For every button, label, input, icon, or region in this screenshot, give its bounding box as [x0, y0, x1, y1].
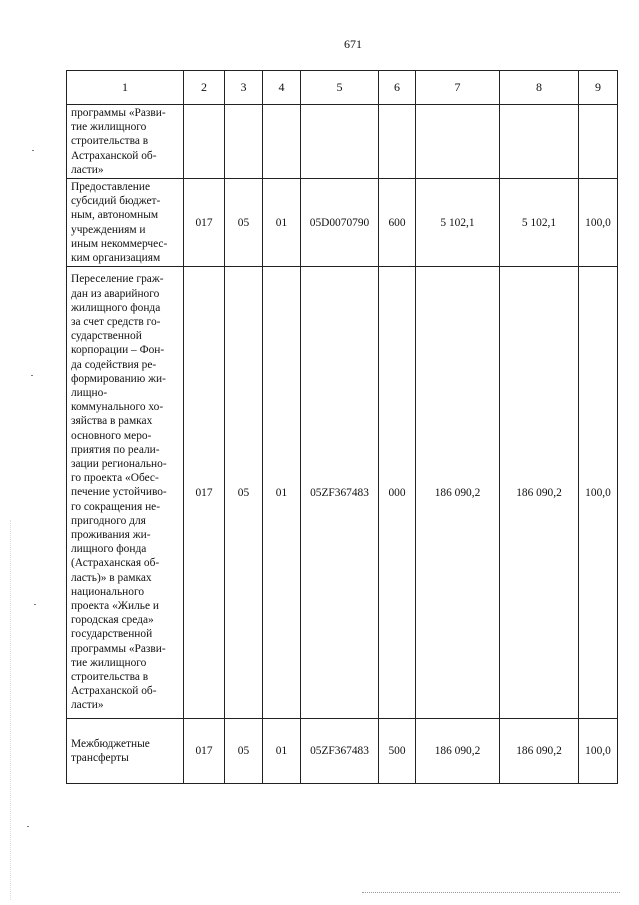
- description-line: учреждениям и: [71, 223, 146, 236]
- col-header-4: 4: [263, 71, 301, 105]
- cell-section: 05: [225, 179, 263, 267]
- col-header-1: 1: [67, 71, 184, 105]
- description-line: Астраханской об-: [71, 685, 157, 698]
- row-description: [67, 267, 184, 719]
- budget-table: [66, 70, 618, 784]
- cell-subsection: 01: [263, 267, 301, 719]
- description-line: Астраханской об-: [71, 149, 157, 162]
- cell-admin-code: 017: [184, 267, 225, 719]
- page-number: 671: [344, 37, 362, 51]
- cell-expense-type: [379, 105, 416, 179]
- description-line: Переселение граж-: [71, 273, 164, 286]
- col-header-5: 5: [301, 71, 379, 105]
- cell-amount-planned: 186 090,2: [416, 267, 500, 719]
- description-line: государственной: [71, 628, 153, 641]
- description-line: городская среда»: [71, 614, 154, 627]
- header-row: [67, 71, 618, 105]
- description-line: дан из аварийного: [71, 287, 160, 300]
- description-line: го сокращения не-: [71, 500, 161, 513]
- description-line: программы «Разви-: [71, 642, 166, 655]
- description-line: корпорации – Фон-: [71, 344, 165, 357]
- cell-subsection: [263, 105, 301, 179]
- cell-subsection: 01: [263, 179, 301, 267]
- description-line: национального: [71, 585, 145, 598]
- description-line: коммунального хо-: [71, 401, 164, 414]
- cell-expense-type: 500: [379, 719, 416, 784]
- description-line: печение устойчиво-: [71, 486, 167, 499]
- table-row: [67, 719, 618, 784]
- table-row: [67, 267, 618, 719]
- cell-target-article: [301, 105, 379, 179]
- description-line: (Астраханская об-: [71, 557, 160, 570]
- cell-amount-executed: 186 090,2: [500, 719, 579, 784]
- scan-speck: [34, 604, 36, 605]
- col-header-7: 7: [416, 71, 500, 105]
- cell-percent: 100,0: [579, 179, 618, 267]
- table-row: [67, 179, 618, 267]
- cell-amount-executed: 186 090,2: [500, 267, 579, 719]
- description-line: ласть)» в рамках: [71, 571, 152, 584]
- description-line: проживания жи-: [71, 529, 151, 541]
- row-description: [67, 719, 184, 784]
- description-line: зяйства в рамках: [71, 415, 153, 428]
- cell-expense-type: 000: [379, 267, 416, 719]
- scan-speck: [32, 150, 34, 151]
- description-line: жилищного фонда: [71, 301, 161, 314]
- cell-section: 05: [225, 719, 263, 784]
- row-description: [67, 105, 184, 179]
- cell-amount-executed: [500, 105, 579, 179]
- description-line: иным некоммерчес-: [71, 237, 168, 250]
- description-line: сударственной: [71, 330, 142, 343]
- description-line: строительства в: [71, 135, 149, 148]
- cell-amount-executed: 5 102,1: [500, 179, 579, 267]
- description-line: строительства в: [71, 671, 149, 684]
- description-line: да содействия ре-: [71, 358, 157, 371]
- cell-target-article: 05D0070790: [301, 179, 379, 267]
- description-line: пригодного для: [71, 514, 146, 527]
- cell-expense-type: 600: [379, 179, 416, 267]
- description-line: программы «Разви-: [71, 106, 166, 119]
- description-line: проекта «Жилье и: [71, 600, 159, 613]
- cell-section: 05: [225, 267, 263, 719]
- row-description: [67, 179, 184, 267]
- cell-percent: 100,0: [579, 719, 618, 784]
- cell-admin-code: [184, 105, 225, 179]
- footer-rule: [362, 892, 620, 893]
- cell-percent: [579, 105, 618, 179]
- col-header-2: 2: [184, 71, 225, 105]
- scan-speck: [31, 375, 33, 376]
- description-line: формированию жи-: [71, 372, 166, 385]
- description-line: го проекта «Обес-: [71, 472, 159, 485]
- cell-amount-planned: 5 102,1: [416, 179, 500, 267]
- col-header-8: 8: [500, 71, 579, 105]
- description-line: за счет средств го-: [71, 315, 161, 328]
- description-line: тие жилищного: [71, 656, 147, 669]
- description-line: зации регионально-: [71, 457, 167, 470]
- description-line: лищно-: [71, 386, 108, 399]
- description-line: лищного фонда: [71, 543, 147, 556]
- description-line: ласти»: [71, 699, 104, 712]
- description-line: ным, автономным: [71, 209, 159, 222]
- description-line: основного меро-: [71, 429, 152, 442]
- cell-section: [225, 105, 263, 179]
- col-header-6: 6: [379, 71, 416, 105]
- cell-amount-planned: 186 090,2: [416, 719, 500, 784]
- table-row: [67, 105, 618, 179]
- cell-percent: 100,0: [579, 267, 618, 719]
- scan-edge-line: [10, 520, 11, 900]
- description-line: приятия по реали-: [71, 443, 160, 456]
- col-header-3: 3: [225, 71, 263, 105]
- cell-admin-code: 017: [184, 179, 225, 267]
- scan-speck: [27, 826, 29, 827]
- description-line: тие жилищного: [71, 121, 147, 134]
- description-line: трансферты: [71, 752, 129, 764]
- cell-target-article: 05ZF367483: [301, 267, 379, 719]
- cell-subsection: 01: [263, 719, 301, 784]
- cell-target-article: 05ZF367483: [301, 719, 379, 784]
- description-line: Межбюджетные: [71, 738, 150, 750]
- description-line: ким организациям: [71, 251, 161, 264]
- cell-amount-planned: [416, 105, 500, 179]
- col-header-9: 9: [579, 71, 618, 105]
- cell-admin-code: 017: [184, 719, 225, 784]
- description-line: ласти»: [71, 163, 104, 176]
- description-line: Предоставление: [71, 180, 151, 193]
- description-line: субсидий бюджет-: [71, 195, 161, 208]
